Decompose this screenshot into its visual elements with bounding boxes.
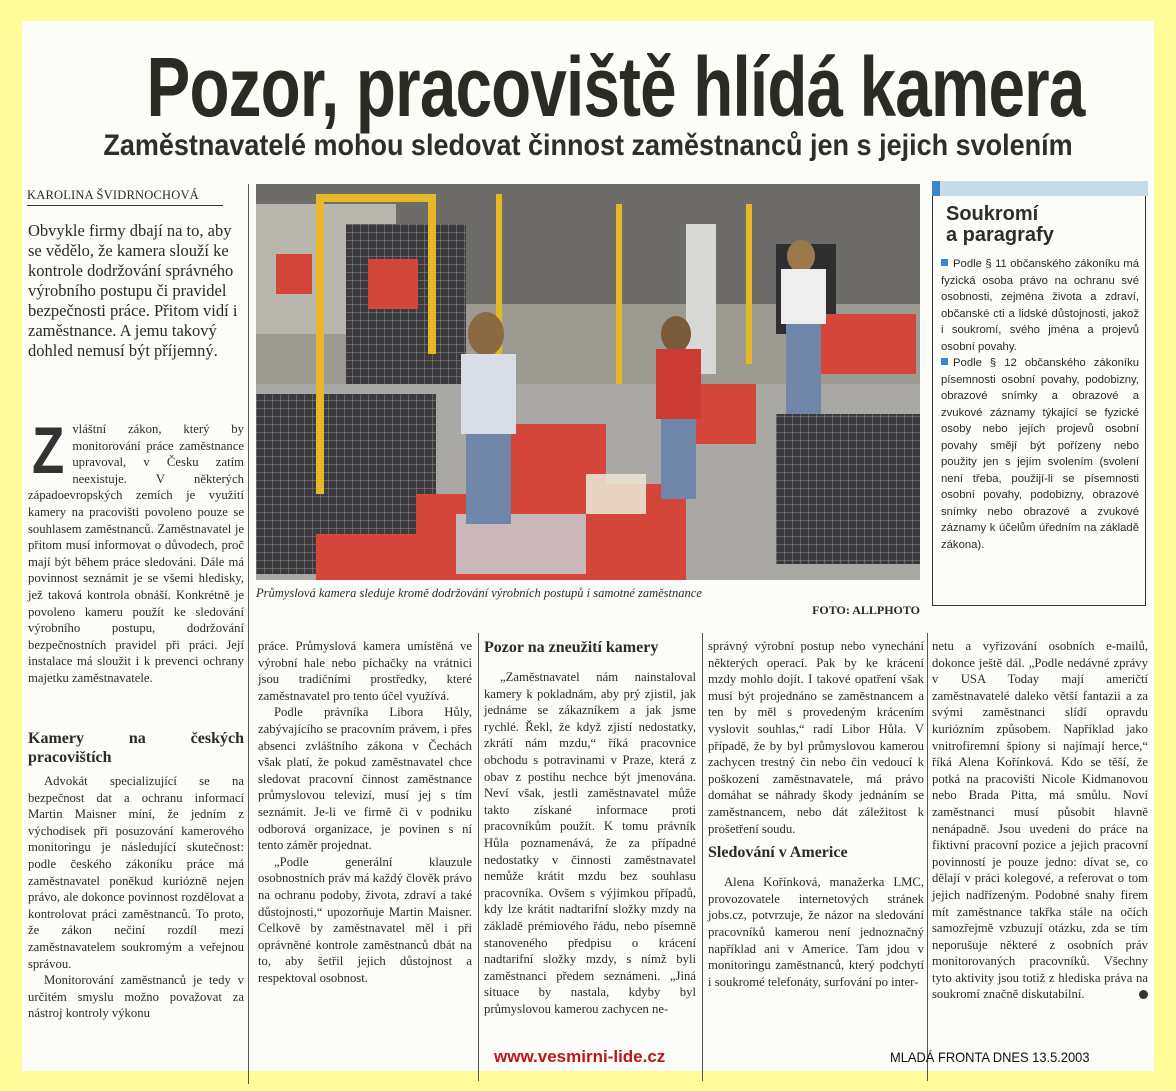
paragraph: Monitorování zaměstnanců je tedy v určitém smyslu možno považovat za nástroj kontroly výkonu — [28, 973, 244, 1021]
paragraph: Podle právníka Libora Hůly, zabývajícího se pracovním právem, i přes absenci zvláštního zákona v Čechách však platí, že pokud zaměstnavatel chce sledovat pracovní činnost zaměstnance průmyslovou televizí, musí jej s tím seznámit. Je-li ve firmě či v podniku odborová organizace, je povinen s ní tento záměr projednat. — [258, 705, 472, 853]
end-of-article-icon — [1139, 990, 1148, 999]
paragraph-text: netu a vyřizování osobních e-mailů, dokonce ještě dál. „Podle nedávné zprávy v USA Today mají američtí zaměstnavatelé daleko větší fantazii a za svými zaměstnanci slídí opravdu kuriózním způsobem. Například jako vnitrofiremní špiony si najímají herce,“ říká Alena Kořínková. Kdo se těší, že potká na pracovišti Nicole Kidmanovou nebo Brada Pitta, má smůlu. Noví zaměstnanci musí působit hlavně nenápadně. Jsou uvedeni do práce na fiktivní pracovní pozice a jejich pracovní povinností je pouze jedno: dívat se, co dělají v práci kolegové, a referovat o tom jejich nadřízeným. Podobné snahy firem mít zaměstnance takřka stále na očích samozřejmě vzbuzují otázku, zda se tím neporušuje některé z osobních práv monitorovaných pracovníků. Všechny tyto aktivity jsou totiž z hlediska práva na soukromí značně diskutabilní. — [932, 639, 1148, 1002]
column-divider — [927, 633, 928, 1081]
sidebar-item-text: Podle § 11 občanského zákoníku má fyzická osoba právo na ochranu své osobnosti, zejména života a zdraví, občanské cti a lidské důstojnosti, jakož i soukromí, svého jména a projevů osobní povahy. — [941, 258, 1139, 353]
blue-square-icon — [932, 181, 940, 196]
paragraph: práce. Průmyslová kamera umístěná ve výrobní hale nebo píchačky na vrátnici jsou tradičními prostředky, které zaměstnavatel pro tento účel využívá. — [258, 639, 472, 703]
sidebar-item-text: Podle § 12 občanského zákoníku písemnosti osobní povahy, podobizny, obrazové snímky a obrazové a zvukové záznamy týkající se fyzické osoby nebo jejích projevů osobní povahy smějí být pořízeny nebo použity jen s jejím svolením (svolení není třeba, použijí-li se písemnosti osobní povahy, podobizny, obrazové snímky nebo obrazové a zvukové záznamy k účelům úředním na základě zákona). — [941, 357, 1139, 551]
photo-credit: FOTO: ALLPHOTO — [812, 603, 920, 617]
section-title: Sledování v Americe — [708, 844, 848, 862]
paragraph: Alena Kořínková, manažerka LMC, provozovatele internetových stránek jobs.cz, potvrzuje, že názor na sledování pracovníků kamerou není jednoznačný například ani v Americe. Tam jdou v monitoringu zaměstnanců, který podchytí i soukromé telefonáty, surfování po inter- — [708, 875, 924, 989]
sidebar-text — [941, 256, 1139, 553]
sidebar-title-line-1: Soukromí — [946, 203, 1039, 225]
paragraph: „Zaměstnavatel nám nainstaloval kamery k pokladnám, aby prý zjistil, jak jednáme se zákazníkem a jak jsme rychlé. Řekl, že když zjistí nedostatky, zkrátí nám mzdu,“ říká pracovnice obchodu s potravinami v Praze, která z obav z postihu nechce být jmenována. Neví však, jestli zaměstnavatel může takto získané informace proti pracovníkům použít. K tomu právník Hůla poznamenává, že za případné nedostatky v činnosti zaměstnavatel nemůže krátit mzdu bez souhlasu pracovníka. Ovšem s výjimkou případů, kdy lze krátit nadtarifní složky mzdy na základě prémiového řádu, nebo písemně stanoveného předpisu o krácení nadtarifní složky mzdy, s nímž byli zaměstnanci předem seznámeni. „Jiná situace by nastala, kdyby byl průmyslovou kamerou zachycen ne- — [484, 670, 696, 1016]
section-title: Kamery na českých pracovištích — [28, 730, 244, 766]
website-link[interactable]: www.vesmirni-lide.cz — [494, 1047, 666, 1066]
bullet-square-icon — [941, 358, 948, 365]
bullet-square-icon — [941, 259, 948, 266]
paragraph: „Podle generální klauzule osobnostních práv má každý člověk právo na ochranu podoby, života, zdraví a také důstojnosti,“ upozorňuje Martin Maisner. Celkově by zaměstnavatel měl i při oprávněné kontrole zaměstnanců dbát na to, aby šetřil jejich důstojnost a respektoval osobnost. — [258, 854, 472, 985]
sidebar-title — [946, 204, 1054, 246]
byline: KAROLINA ŠVIDRNOCHOVÁ — [27, 188, 223, 206]
column-divider — [478, 633, 479, 1081]
publication-source: MLADÁ FRONTA DNES 13.5.2003 — [890, 1049, 1090, 1065]
photo-caption: Průmyslová kamera sleduje kromě dodržování výrobních postupů i samotné zaměstnance — [256, 586, 702, 600]
sidebar-item — [941, 355, 1139, 553]
drop-cap: Z — [32, 413, 65, 487]
column-divider — [702, 633, 703, 1081]
column-5 — [932, 638, 1148, 1003]
sidebar-body — [932, 196, 1146, 606]
headline: Pozor, pracoviště hlídá kamera — [146, 40, 1085, 134]
lead-paragraph: Obvykle firmy dbají na to, aby se vědělo, že kamera slouží ke kontrole dodržování správného výrobního postupu či pravidel bezpečnosti práce. Přitom vidí i zaměstnance. A jemu takový dohled nemusí být příjemný. — [28, 221, 238, 360]
factory-photo — [256, 184, 920, 580]
column-divider — [248, 184, 249, 1084]
column-2 — [258, 638, 472, 986]
sidebar-item — [941, 256, 1139, 355]
factory-floor-image — [256, 184, 920, 580]
sidebar-title-line-2: a paragrafy — [946, 224, 1054, 246]
sidebar-header-strip — [932, 181, 1148, 196]
subheadline: Zaměstnavatelé mohou sledovat činnost zaměstnanců jen s jejich svolením — [103, 129, 1073, 162]
section-misuse — [484, 638, 696, 1017]
newspaper-clipping — [22, 21, 1154, 1071]
sidebar-privacy-box — [932, 181, 1148, 607]
article-intro — [28, 413, 244, 687]
section-title: Pozor na zneužití kamery — [484, 639, 659, 656]
intro-text: vláštní zákon, který by monitorování práce zaměstnance upravoval, v Česku zatím neexistuje. V některých západoevropských zemích je využití kamery na pracovišti povoleno pouze se souhlasem zaměstnanců. Zaměstnavatel je přitom musí informovat o důvodech, proč mají být během práce sledováni. Dále má povinnost seznámit je se všemi hledisky, jež taková kontrola obnáší. Konkrétně je povoleno kameru použít ke sledování výrobního postupu, dodržování bezpečnostních pravidel při práci. Její instalace má sloužit i k prevenci ochrany majetku zaměstnavatele. — [28, 422, 244, 685]
paragraph: správný výrobní postup nebo vynechání některých operací. Pak by ke krácení mzdy mohlo dojít. I takové opatření však musí být projednáno se zaměstnancem a ten by měl s provedeným krácením vyslovit souhlas,“ radí Libor Hůla. V případě, že by byl průmyslovou kamerou zachycen trestný čin nebo čin vedoucí k poškození zaměstnavatele, má právo domáhat se náhrady škody jednáním se zaměstnancem, nebo dát záležitost k prošetření soudu. — [708, 639, 924, 836]
paragraph — [932, 638, 1148, 1003]
section-czech-workplaces — [28, 729, 244, 1022]
column-4 — [708, 638, 924, 990]
paragraph: Advokát specializující se na bezpečnost dat a ochranu informací Martin Maisner míní, že jedním z východisek při posuzování kamerového monitoringu je následující skutečnost: podle českého zákoníku práce má zaměstnavatel poněkud kuriózně nejen právo, ale dokonce povinnost rozdělovat a kontrolovat práci zaměstnanců. To proto, že zákon nečiní rozdíl mezi zaměstnavatelem soukromým a veřejnou správou. — [28, 774, 244, 971]
